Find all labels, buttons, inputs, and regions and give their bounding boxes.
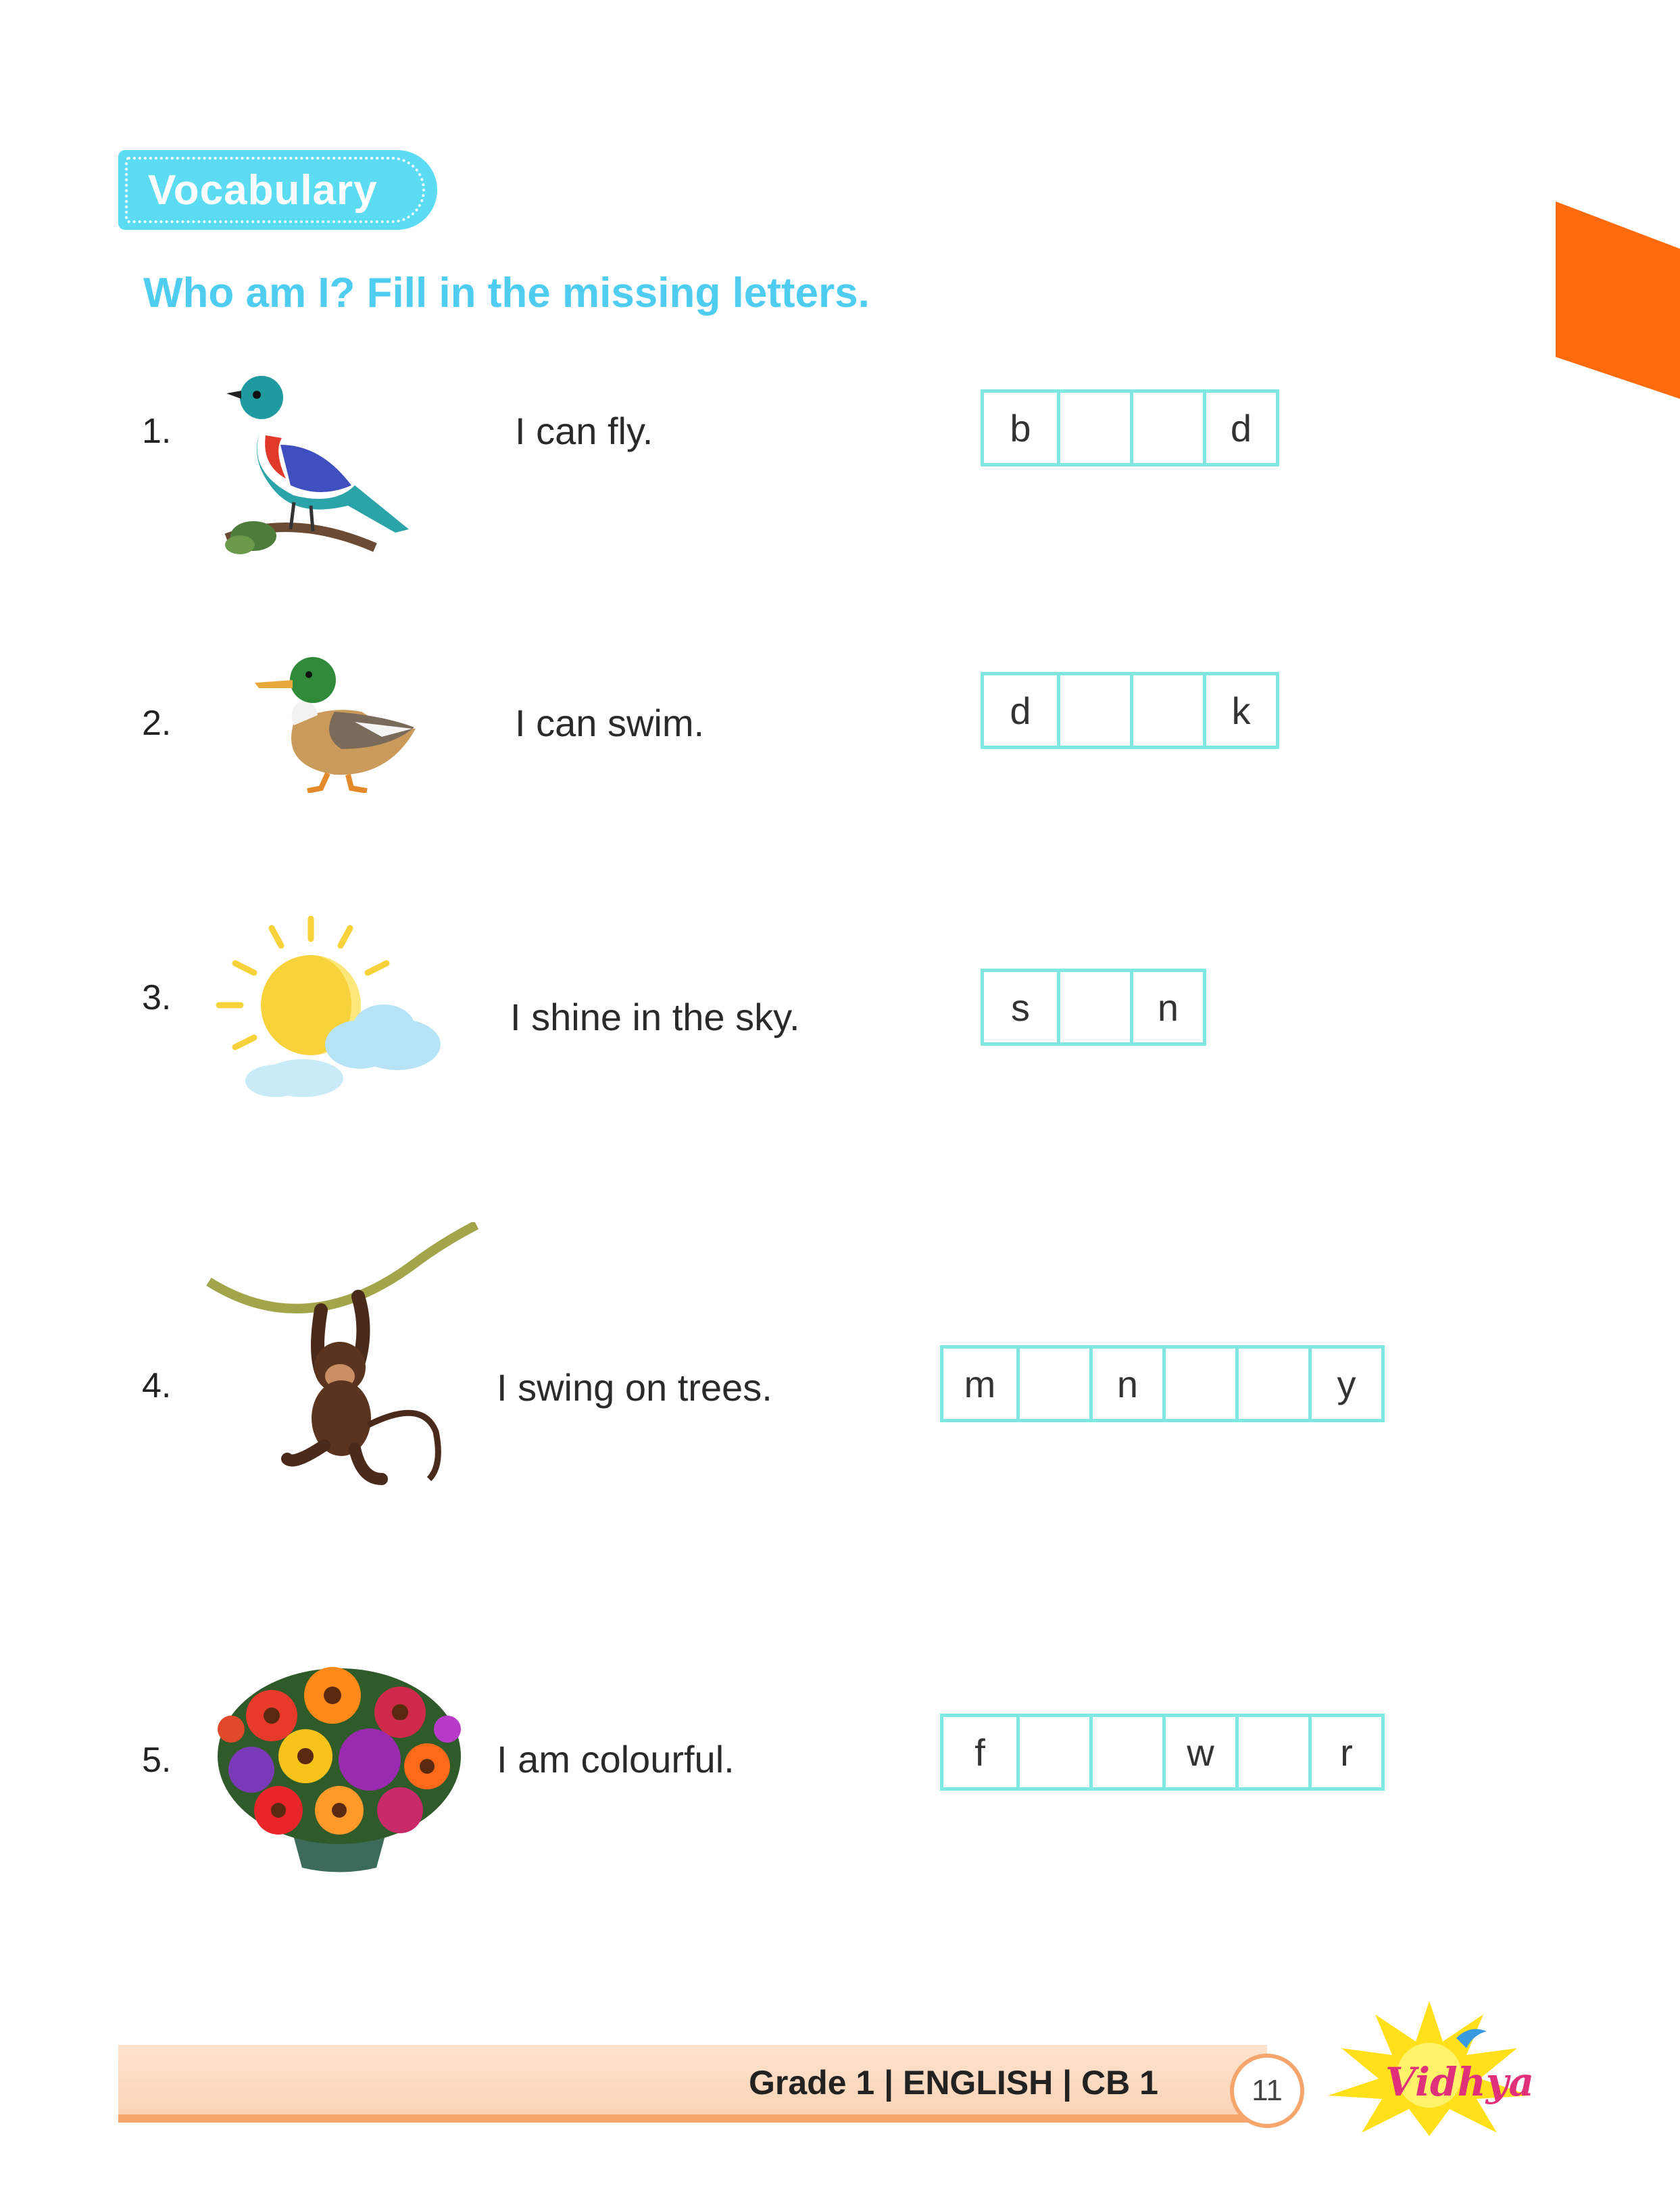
letter-box: n (1089, 1349, 1162, 1419)
letter-boxes-4 (940, 1345, 1385, 1422)
letter-box: n (1130, 972, 1203, 1042)
footer-grade-label: Grade 1 | ENGLISH | CB 1 (749, 2064, 1158, 2102)
letter-box: f (974, 1730, 985, 1774)
page-number: 11 (1230, 2054, 1304, 2128)
letter-box: b (1010, 406, 1031, 450)
letter-box-blank[interactable] (1130, 393, 1203, 463)
monkey-illustration (206, 1222, 480, 1489)
letter-box-blank[interactable] (1162, 1349, 1235, 1419)
logo-text: Vidhya (1385, 2059, 1535, 2105)
item-number-2: 2. (142, 704, 172, 743)
letter-box: s (1011, 986, 1030, 1029)
instruction-heading: Who am I? Fill in the missing letters. (143, 270, 870, 316)
item-sentence-1: I can fly. (515, 410, 653, 452)
letter-boxes-3 (981, 969, 1206, 1046)
section-title-pill (118, 150, 437, 230)
letter-box-blank[interactable] (1016, 1717, 1089, 1787)
item-number-5: 5. (142, 1741, 172, 1780)
duck-illustration (253, 648, 422, 793)
letter-box: y (1308, 1349, 1381, 1419)
item-sentence-3: I shine in the sky. (510, 996, 800, 1038)
letter-box-blank[interactable] (1089, 1717, 1162, 1787)
item-sentence-5: I am colourful. (497, 1738, 735, 1781)
letter-box: m (964, 1362, 996, 1405)
letter-box-blank[interactable] (1057, 675, 1130, 746)
letter-box-blank[interactable] (1235, 1349, 1308, 1419)
letter-box: r (1308, 1717, 1381, 1787)
letter-box: w (1162, 1717, 1235, 1787)
bird-illustration (220, 370, 412, 554)
item-sentence-2: I can swim. (515, 702, 705, 744)
letter-boxes-2 (981, 672, 1279, 749)
letter-box-blank[interactable] (1057, 393, 1130, 463)
letter-box-blank[interactable] (1057, 972, 1130, 1042)
footer-accent-line (118, 2114, 1281, 2123)
item-number-4: 4. (142, 1366, 172, 1405)
item-number-3: 3. (142, 978, 172, 1017)
flower-vase-illustration (211, 1641, 468, 1874)
letter-box-blank[interactable] (1235, 1717, 1308, 1787)
section-title: Vocabulary (148, 167, 378, 214)
letter-box: d (1203, 393, 1276, 463)
item-sentence-4: I swing on trees. (497, 1366, 772, 1409)
letter-box-blank[interactable] (1016, 1349, 1089, 1419)
letter-boxes-5 (940, 1714, 1385, 1791)
letter-box: d (1010, 689, 1031, 732)
letter-box: k (1203, 675, 1276, 746)
side-tab-decoration (1556, 201, 1680, 399)
vidhya-logo (1314, 2001, 1544, 2136)
letter-box-blank[interactable] (1130, 675, 1203, 746)
letter-boxes-1 (981, 389, 1279, 466)
sun-cloud-illustration (215, 916, 458, 1098)
item-number-1: 1. (142, 412, 172, 451)
